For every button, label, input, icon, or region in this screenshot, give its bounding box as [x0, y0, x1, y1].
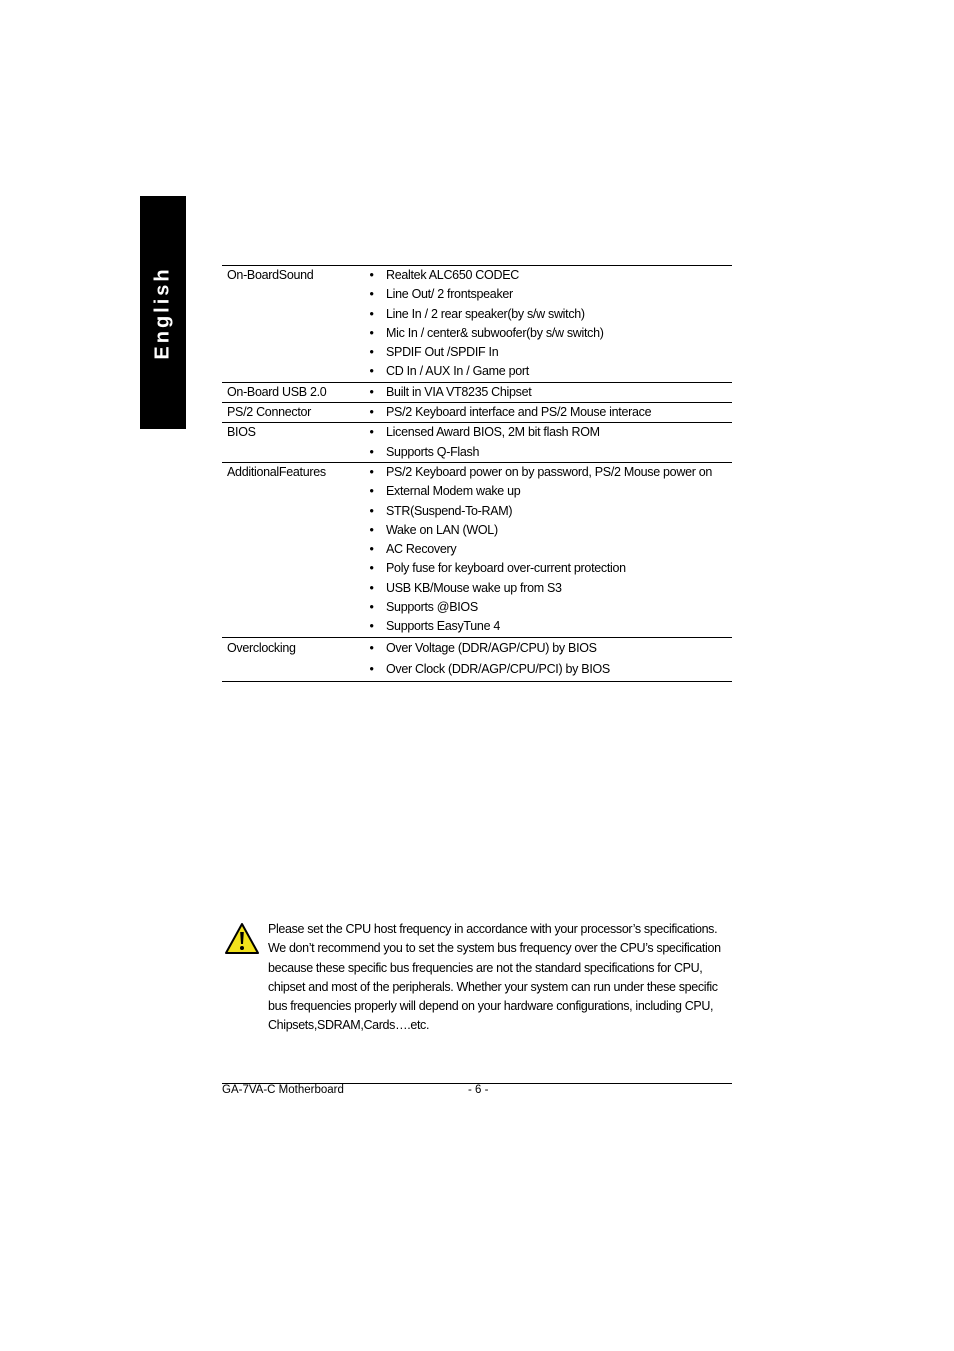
spec-table [222, 265, 732, 682]
spec-category [222, 559, 357, 578]
spec-item: Over Voltage (DDR/AGP/CPU) by BIOS [386, 637, 732, 659]
bullet-icon: • [357, 266, 386, 286]
spec-item: PS/2 Keyboard interface and PS/2 Mouse interace [386, 403, 732, 423]
spec-item: Supports Q-Flash [386, 444, 480, 459]
spec-row [222, 362, 732, 382]
spec-row [222, 285, 732, 304]
spec-item: Licensed Award BIOS, 2M bit flash ROM [386, 423, 732, 443]
spec-category: On-BoardSound [222, 266, 357, 286]
spec-row [222, 540, 732, 559]
spec-item: PS/2 Keyboard power on by password, PS/2 Mouse power on [386, 462, 732, 482]
bullet-icon: • [357, 462, 386, 482]
bullet-icon: • [369, 561, 374, 576]
spec-row [222, 382, 732, 402]
bullet-icon: • [369, 364, 374, 379]
spec-category: Overclocking [222, 637, 357, 659]
spec-category [222, 443, 357, 463]
spec-category [222, 659, 357, 681]
bullet-icon: • [369, 484, 374, 499]
warning-line: Please set the CPU host frequency in accordance with your processor’s specifications. [268, 922, 718, 936]
spec-item: Realtek ALC650 CODEC [386, 266, 732, 286]
spec-category [222, 324, 357, 343]
warning-line: chipset and most of the peripherals. Whether your system can run under these specific [268, 979, 718, 994]
bullet-icon: • [357, 403, 386, 423]
spec-item: External Modem wake up [386, 484, 521, 499]
spec-row [222, 343, 732, 362]
warning-line: because these specific bus frequencies are not the standard specifications for CPU, [268, 960, 703, 975]
spec-item: Line Out/ 2 frontspeaker [386, 287, 513, 302]
spec-row [222, 617, 732, 637]
spec-item: Poly fuse for keyboard over-current protection [386, 561, 626, 576]
spec-category [222, 502, 357, 521]
warning-icon [224, 922, 260, 956]
spec-category [222, 617, 357, 637]
bullet-icon: • [369, 522, 374, 537]
spec-row [222, 659, 732, 681]
side-tab-label: English [151, 265, 174, 360]
bullet-icon: • [357, 423, 386, 443]
spec-category [222, 540, 357, 559]
spec-item: STR(Suspend-To-RAM) [386, 503, 513, 518]
spec-category: On-Board USB 2.0 [222, 382, 357, 402]
spec-row [222, 324, 732, 343]
bullet-icon: • [357, 659, 386, 681]
spec-category: AdditionalFeatures [222, 462, 357, 482]
spec-row [222, 502, 732, 521]
spec-category [222, 285, 357, 304]
spec-row [222, 579, 732, 598]
bullet-icon: • [369, 600, 374, 615]
spec-category [222, 598, 357, 617]
bullet-icon: • [369, 542, 374, 557]
spec-row [222, 305, 732, 324]
spec-item: Built in VIA VT8235 Chipset [386, 382, 732, 402]
spec-item: Wake on LAN (WOL) [386, 522, 498, 537]
spec-item: Line In / 2 rear speaker(by s/w switch) [386, 306, 585, 321]
language-side-tab [140, 196, 186, 429]
spec-category [222, 579, 357, 598]
footer-model: GA-7VA-C Motherboard [222, 1084, 344, 1096]
spec-category [222, 305, 357, 324]
spec-item: AC Recovery [386, 542, 457, 557]
bullet-icon: • [369, 345, 374, 360]
spec-item: USB KB/Mouse wake up from S3 [386, 580, 562, 595]
spec-item: Over Clock (DDR/AGP/CPU/PCI) by BIOS [386, 659, 732, 681]
bullet-icon: • [357, 382, 386, 402]
spec-row [222, 598, 732, 617]
spec-row [222, 521, 732, 540]
spec-item: Supports EasyTune 4 [386, 619, 501, 634]
bullet-icon: • [369, 503, 374, 518]
spec-item: Mic In / center& subwoofer(by s/w switch) [386, 325, 604, 340]
warning-line: Chipsets,SDRAM,Cards….etc. [268, 1018, 430, 1033]
spec-row [222, 266, 732, 286]
bullet-icon: • [369, 580, 374, 595]
spec-category [222, 521, 357, 540]
warning-text [268, 920, 728, 1036]
warning-line: bus frequencies properly will depend on your hardware configurations, including CPU, [268, 999, 714, 1014]
spec-row [222, 462, 732, 482]
bullet-icon: • [369, 287, 374, 302]
spec-row [222, 443, 732, 463]
spec-item: CD In / AUX In / Game port [386, 364, 529, 379]
page-number: - 6 - [468, 1084, 489, 1096]
spec-category [222, 482, 357, 501]
bullet-icon: • [369, 619, 374, 634]
warning-line: We don’t recommend you to set the system bus frequency over the CPU’s specification [268, 941, 721, 956]
bullet-icon: • [369, 444, 374, 459]
spec-category: PS/2 Connector [222, 403, 357, 423]
spec-item: Supports @BIOS [386, 600, 478, 615]
bullet-icon: • [369, 306, 374, 321]
bullet-icon: • [357, 637, 386, 659]
spec-row [222, 403, 732, 423]
spec-row [222, 423, 732, 443]
spec-row [222, 559, 732, 578]
bullet-icon: • [369, 325, 374, 340]
spec-category [222, 343, 357, 362]
spec-category [222, 362, 357, 382]
spec-row [222, 482, 732, 501]
spec-row [222, 637, 732, 659]
spec-item: SPDIF Out /SPDIF In [386, 345, 499, 360]
spec-category: BIOS [222, 423, 357, 443]
